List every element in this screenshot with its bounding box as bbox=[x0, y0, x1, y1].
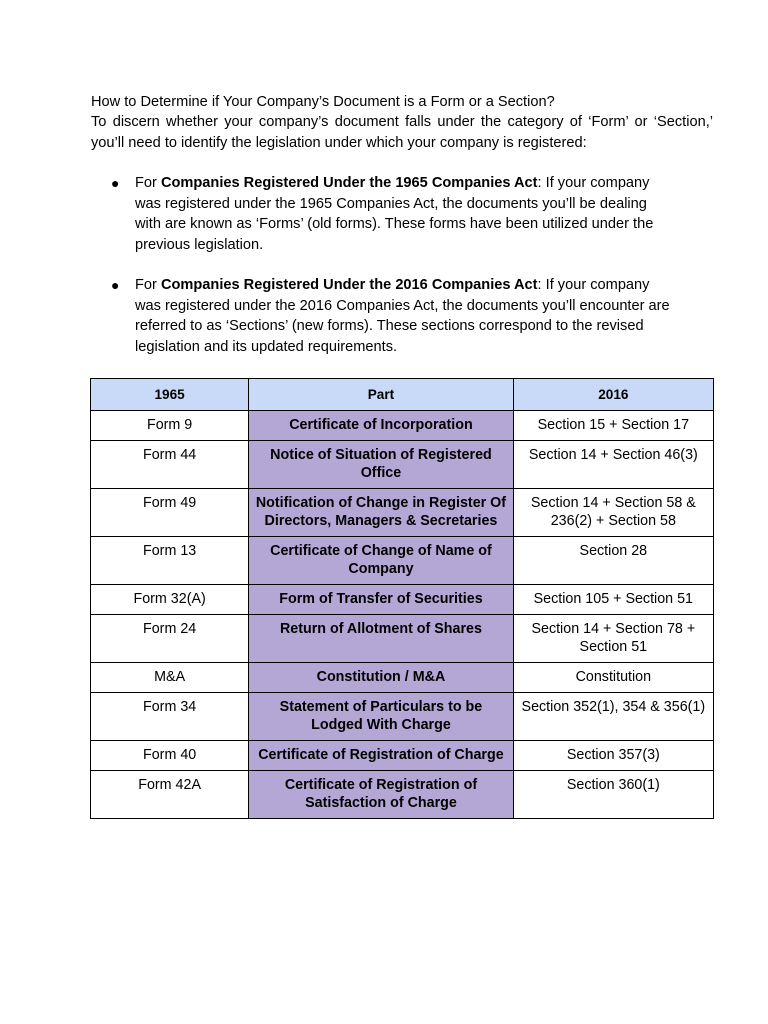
bullet-text: : If your company was registered under the 1965 Companies Act, the documents you’ll be dealing with are known as ‘Forms’ (old forms). These forms have been utilized under the previous legislation. bbox=[135, 175, 654, 253]
bullet-prefix: For bbox=[135, 175, 161, 191]
cell-part: Certificate of Change of Name of Company bbox=[249, 537, 513, 585]
bullet-text: : If your company was registered under the 2016 Companies Act, the documents you’ll encounter are referred to as ‘Sections’ (new forms). These sections correspond to the revised legislation and its updated requirements. bbox=[135, 277, 670, 355]
table-row bbox=[91, 537, 714, 585]
cell-1965: Form 34 bbox=[91, 693, 249, 741]
cell-part: Form of Transfer of Securities bbox=[249, 585, 513, 615]
form-section-table bbox=[90, 378, 714, 819]
cell-2016: Section 14 + Section 78 + Section 51 bbox=[513, 615, 713, 663]
table-row bbox=[91, 441, 714, 489]
table-row bbox=[91, 411, 714, 441]
cell-part: Notification of Change in Register Of Directors, Managers & Secretaries bbox=[249, 489, 513, 537]
cell-1965: Form 49 bbox=[91, 489, 249, 537]
column-header-1965: 1965 bbox=[91, 379, 249, 411]
column-header-2016: 2016 bbox=[513, 379, 713, 411]
cell-part: Constitution / M&A bbox=[249, 663, 513, 693]
cell-2016: Constitution bbox=[513, 663, 713, 693]
cell-2016: Section 105 + Section 51 bbox=[513, 585, 713, 615]
cell-1965: Form 42A bbox=[91, 771, 249, 819]
cell-2016: Section 14 + Section 46(3) bbox=[513, 441, 713, 489]
cell-part: Certificate of Registration of Charge bbox=[249, 741, 513, 771]
cell-1965: Form 40 bbox=[91, 741, 249, 771]
cell-1965: M&A bbox=[91, 663, 249, 693]
bullet-prefix: For bbox=[135, 277, 161, 293]
cell-2016: Section 15 + Section 17 bbox=[513, 411, 713, 441]
table-row bbox=[91, 585, 714, 615]
cell-part: Statement of Particulars to be Lodged With Charge bbox=[249, 693, 513, 741]
cell-part: Certificate of Incorporation bbox=[249, 411, 513, 441]
table-row bbox=[91, 663, 714, 693]
cell-2016: Section 357(3) bbox=[513, 741, 713, 771]
column-header-part: Part bbox=[249, 379, 513, 411]
table-row bbox=[91, 771, 714, 819]
bullet-bold-title: Companies Registered Under the 1965 Companies Act bbox=[160, 175, 538, 191]
cell-2016: Section 360(1) bbox=[513, 771, 713, 819]
bullet-list bbox=[91, 173, 713, 357]
cell-2016: Section 352(1), 354 & 356(1) bbox=[513, 693, 713, 741]
cell-1965: Form 24 bbox=[91, 615, 249, 663]
cell-part: Notice of Situation of Registered Office bbox=[249, 441, 513, 489]
cell-part: Certificate of Registration of Satisfaction of Charge bbox=[249, 771, 513, 819]
cell-1965: Form 44 bbox=[91, 441, 249, 489]
bullet-icon: ● bbox=[111, 175, 120, 191]
cell-part: Return of Allotment of Shares bbox=[249, 615, 513, 663]
cell-1965: Form 32(A) bbox=[91, 585, 249, 615]
cell-1965: Form 13 bbox=[91, 537, 249, 585]
table-row bbox=[91, 741, 714, 771]
bullet-item-2016 bbox=[91, 275, 713, 357]
bullet-icon: ● bbox=[111, 277, 120, 293]
bullet-item-1965 bbox=[91, 173, 713, 255]
intro-paragraph: To discern whether your company’s document falls under the category of ‘Form’ or ‘Section,’ you’ll need to identify the legislation under which your company is registered: bbox=[91, 114, 713, 151]
cell-1965: Form 9 bbox=[91, 411, 249, 441]
bullet-bold-title: Companies Registered Under the 2016 Companies Act bbox=[160, 277, 538, 293]
table-row bbox=[91, 693, 714, 741]
document-heading: How to Determine if Your Company’s Document is a Form or a Section? bbox=[91, 94, 555, 110]
document-body bbox=[91, 92, 713, 357]
table-header-row bbox=[91, 379, 714, 411]
cell-2016: Section 14 + Section 58 & 236(2) + Section 58 bbox=[513, 489, 713, 537]
table-row bbox=[91, 489, 714, 537]
table-row bbox=[91, 615, 714, 663]
cell-2016: Section 28 bbox=[513, 537, 713, 585]
